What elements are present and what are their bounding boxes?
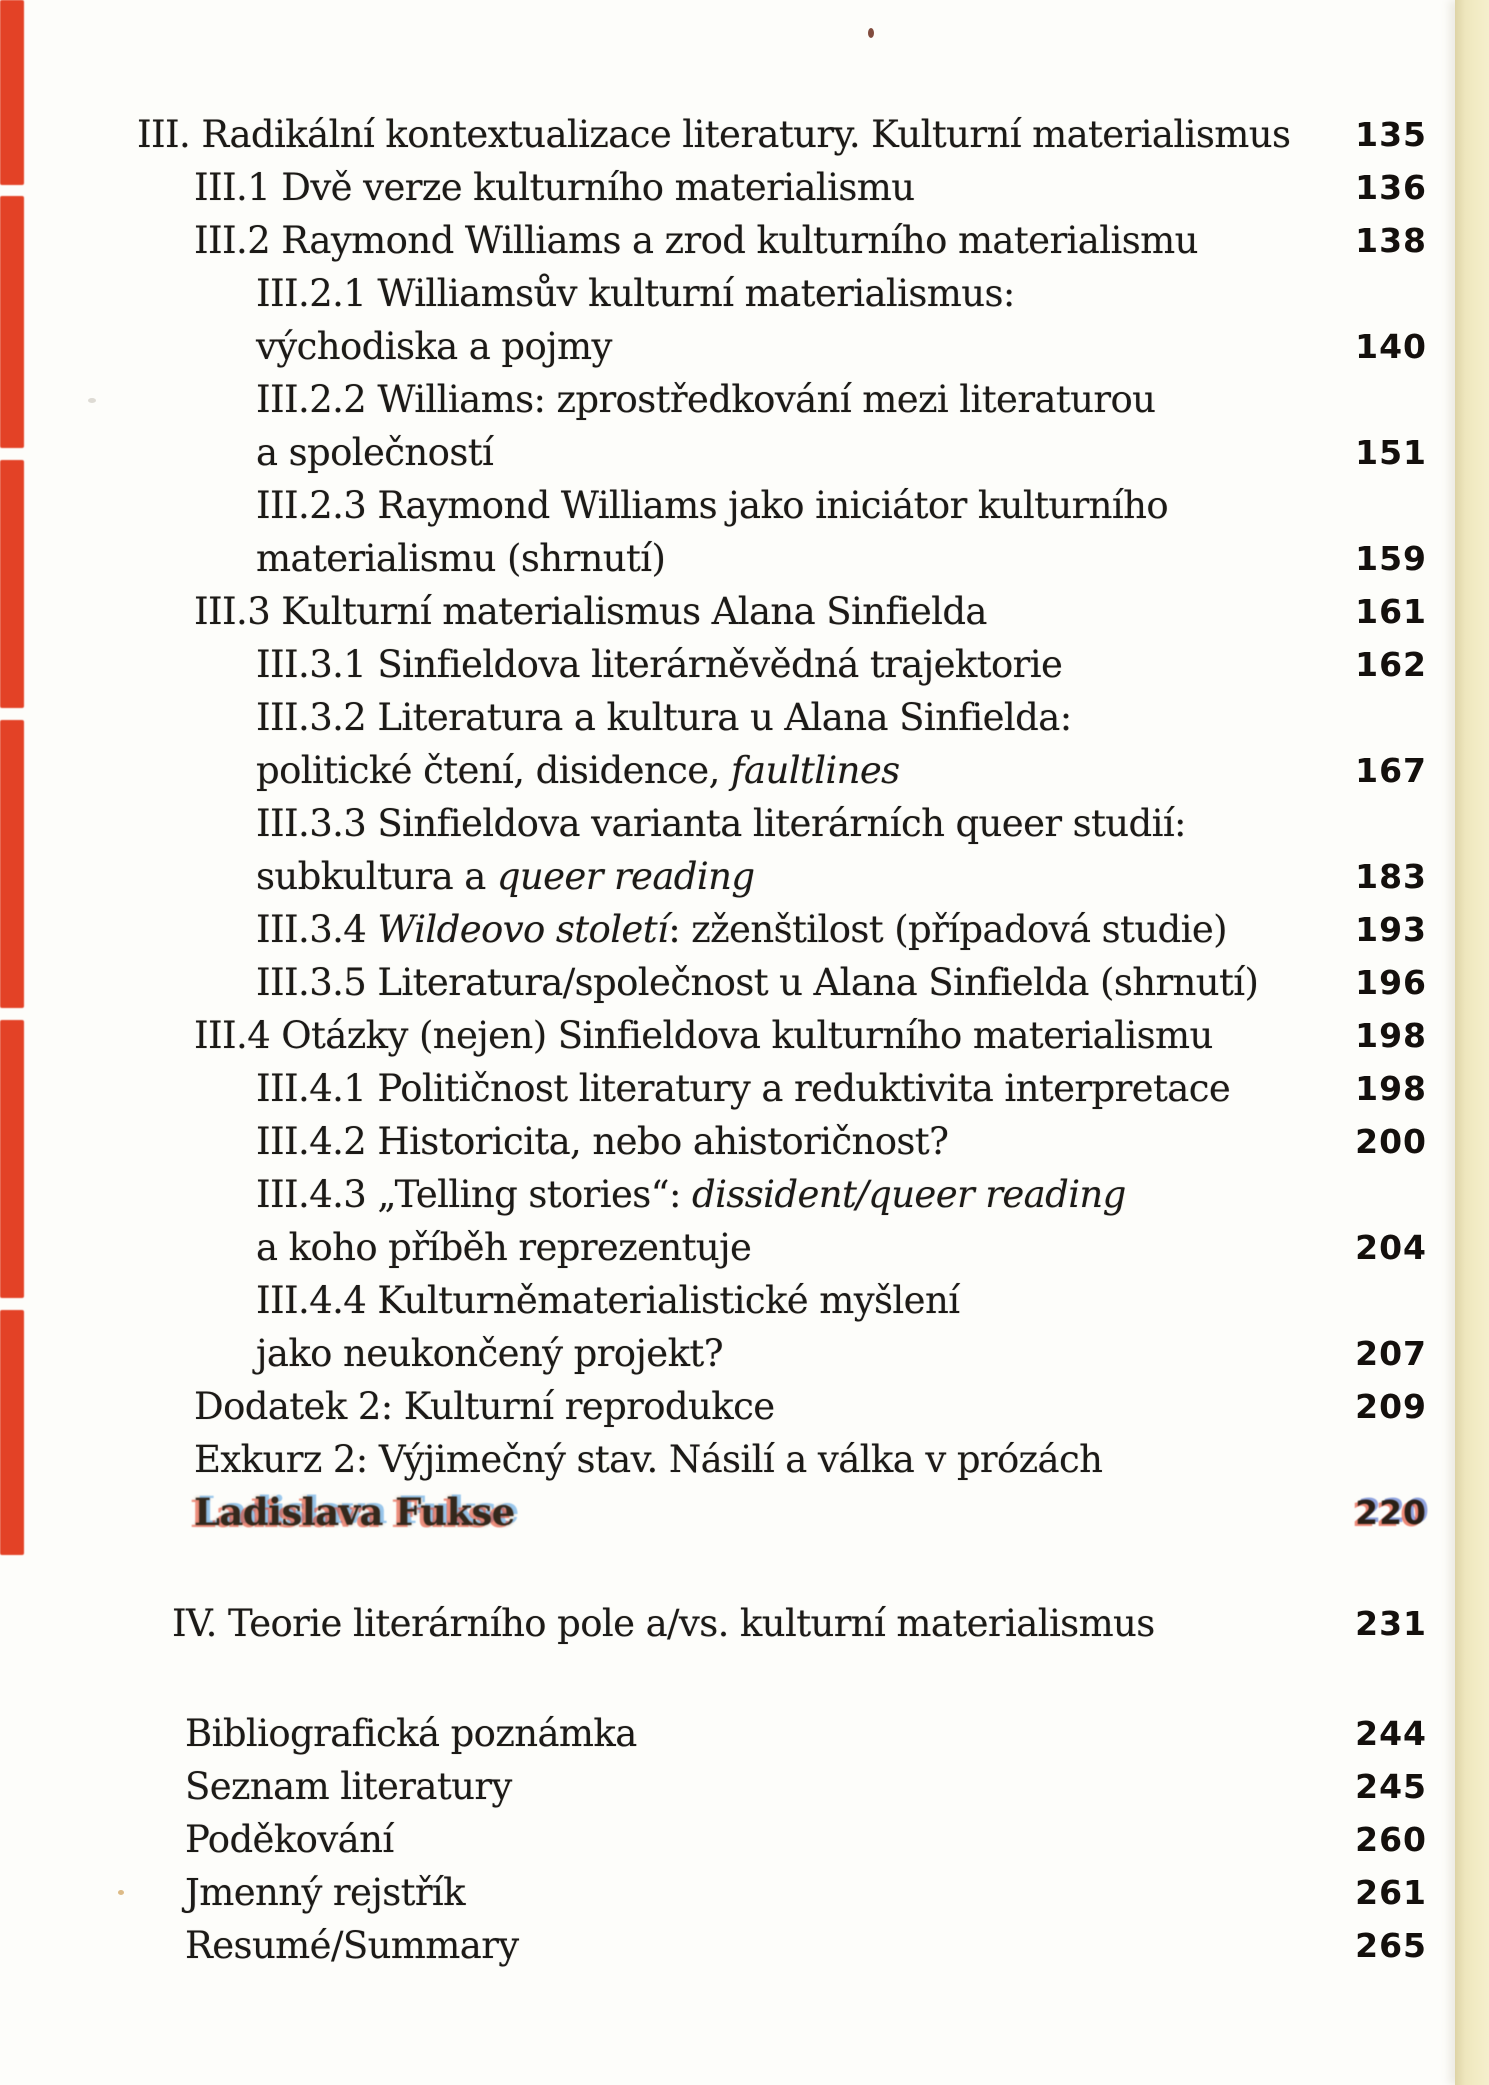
toc-line xyxy=(0,1009,1489,1062)
toc xyxy=(0,108,1489,1972)
toc-line xyxy=(0,1486,1489,1539)
toc-entry-text: III. Radikální kontextualizace literatury. Kulturní materialismus xyxy=(137,113,1291,156)
toc-entry-text: III.4.3 „Telling stories“: dissident/queer reading xyxy=(256,1173,1126,1216)
toc-line xyxy=(0,1168,1489,1221)
toc-entry-text: III.2 Raymond Williams a zrod kulturního materialismu xyxy=(194,219,1198,262)
toc-line xyxy=(0,691,1489,744)
toc-entry-text: a společností xyxy=(256,431,494,474)
page-number: 261 xyxy=(1355,1873,1427,1912)
toc-entry-text: III.2.1 Williamsův kulturní materialismus: xyxy=(256,272,1015,315)
toc-entry-text: materialismu (shrnutí) xyxy=(256,537,666,580)
toc-line xyxy=(0,1597,1489,1650)
toc-entry-text: Jmenný rejstřík xyxy=(185,1871,465,1914)
page-number: 209 xyxy=(1355,1387,1427,1426)
toc-line xyxy=(0,744,1489,797)
toc-entry-text: III.1 Dvě verze kulturního materialismu xyxy=(194,166,915,209)
toc-line xyxy=(0,161,1489,214)
toc-entry-text: III.3.5 Literatura/společnost u Alana Sinfielda (shrnutí) xyxy=(256,961,1259,1004)
toc-entry-text: IV. Teorie literárního pole a/vs. kulturní materialismus xyxy=(172,1602,1155,1645)
toc-line xyxy=(0,267,1489,320)
toc-entry-text: Resumé/Summary xyxy=(185,1924,519,1967)
toc-line xyxy=(0,585,1489,638)
toc-line xyxy=(0,1707,1489,1760)
toc-entry-text: III.3.3 Sinfieldova varianta literárních queer studií: xyxy=(256,802,1186,845)
toc-line xyxy=(0,1760,1489,1813)
toc-entry-text: a koho příběh reprezentuje xyxy=(256,1226,752,1269)
toc-line xyxy=(0,1433,1489,1486)
toc-entry-text: III.3 Kulturní materialismus Alana Sinfielda xyxy=(194,590,987,633)
page-number: 183 xyxy=(1355,857,1427,896)
page-number: 260 xyxy=(1355,1820,1427,1859)
toc-entry-text: politické čtení, disidence, faultlines xyxy=(256,749,900,792)
toc-line xyxy=(0,479,1489,532)
toc-entry-text: východiska a pojmy xyxy=(256,325,612,368)
scan-speck xyxy=(868,28,874,38)
toc-entry-text: III.3.2 Literatura a kultura u Alana Sinfielda: xyxy=(256,696,1072,739)
toc-entry-text: Poděkování xyxy=(185,1818,394,1861)
toc-line xyxy=(0,956,1489,1009)
toc-line xyxy=(0,638,1489,691)
toc-entry-text: Dodatek 2: Kulturní reprodukce xyxy=(194,1385,775,1428)
toc-entry-text: subkultura a queer reading xyxy=(256,855,755,898)
toc-entry-text: III.3.1 Sinfieldova literárněvědná trajektorie xyxy=(256,643,1063,686)
toc-line xyxy=(0,1866,1489,1919)
chapter-iii-section xyxy=(0,108,1489,1539)
toc-line xyxy=(0,426,1489,479)
page-number: 231 xyxy=(1355,1604,1427,1643)
page-number: 196 xyxy=(1355,963,1427,1002)
toc-entry-text: jako neukončený projekt? xyxy=(256,1332,723,1375)
toc-line xyxy=(0,214,1489,267)
toc-line xyxy=(0,1115,1489,1168)
toc-line xyxy=(0,1327,1489,1380)
toc-entry-text: Ladislava Fukse xyxy=(194,1490,515,1534)
page-number: 138 xyxy=(1355,221,1427,260)
toc-entry-text: III.2.3 Raymond Williams jako iniciátor kulturního xyxy=(256,484,1169,527)
toc-line xyxy=(0,797,1489,850)
toc-entry-text: III.2.2 Williams: zprostředkování mezi literaturou xyxy=(256,378,1156,421)
toc-line xyxy=(0,903,1489,956)
toc-entry-text: III.4.2 Historicita, nebo ahistoričnost? xyxy=(256,1120,949,1163)
toc-line xyxy=(0,850,1489,903)
toc-entry-text: III.4.1 Političnost literatury a reduktivita interpretace xyxy=(256,1067,1231,1110)
toc-line xyxy=(0,532,1489,585)
page-number: 245 xyxy=(1355,1767,1427,1806)
toc-line xyxy=(0,1919,1489,1972)
page-number: 151 xyxy=(1355,433,1427,472)
page-number: 204 xyxy=(1355,1228,1427,1267)
toc-line xyxy=(0,320,1489,373)
page-number: 220 xyxy=(1355,1493,1427,1532)
toc-entry-text: III.3.4 Wildeovo století: zženštilost (případová studie) xyxy=(256,908,1227,951)
page-number: 193 xyxy=(1355,910,1427,949)
page-number: 265 xyxy=(1355,1926,1427,1965)
page-number: 167 xyxy=(1355,751,1427,790)
toc-line xyxy=(0,373,1489,426)
toc-entry-text: Bibliografická poznámka xyxy=(185,1712,637,1755)
page-number: 159 xyxy=(1355,539,1427,578)
back-matter-section xyxy=(0,1707,1489,1972)
chapter-iv-section xyxy=(0,1597,1489,1650)
page-number: 198 xyxy=(1355,1069,1427,1108)
toc-entry-text: III.4 Otázky (nejen) Sinfieldova kulturního materialismu xyxy=(194,1014,1213,1057)
toc-line xyxy=(0,108,1489,161)
page-number: 198 xyxy=(1355,1016,1427,1055)
toc-entry-text: Seznam literatury xyxy=(185,1765,512,1808)
page-number: 244 xyxy=(1355,1714,1427,1753)
page-number: 200 xyxy=(1355,1122,1427,1161)
toc-line xyxy=(0,1062,1489,1115)
page-number: 135 xyxy=(1355,115,1427,154)
page-number: 161 xyxy=(1355,592,1427,631)
toc-line xyxy=(0,1813,1489,1866)
page-number: 140 xyxy=(1355,327,1427,366)
toc-entry-text: Exkurz 2: Výjimečný stav. Násilí a válka v prózách xyxy=(194,1438,1103,1481)
toc-line xyxy=(0,1221,1489,1274)
page-number: 207 xyxy=(1355,1334,1427,1373)
page-number: 136 xyxy=(1355,168,1427,207)
page-number: 162 xyxy=(1355,645,1427,684)
toc-line xyxy=(0,1274,1489,1327)
toc-entry-text: III.4.4 Kulturněmaterialistické myšlení xyxy=(256,1279,960,1322)
toc-line xyxy=(0,1380,1489,1433)
